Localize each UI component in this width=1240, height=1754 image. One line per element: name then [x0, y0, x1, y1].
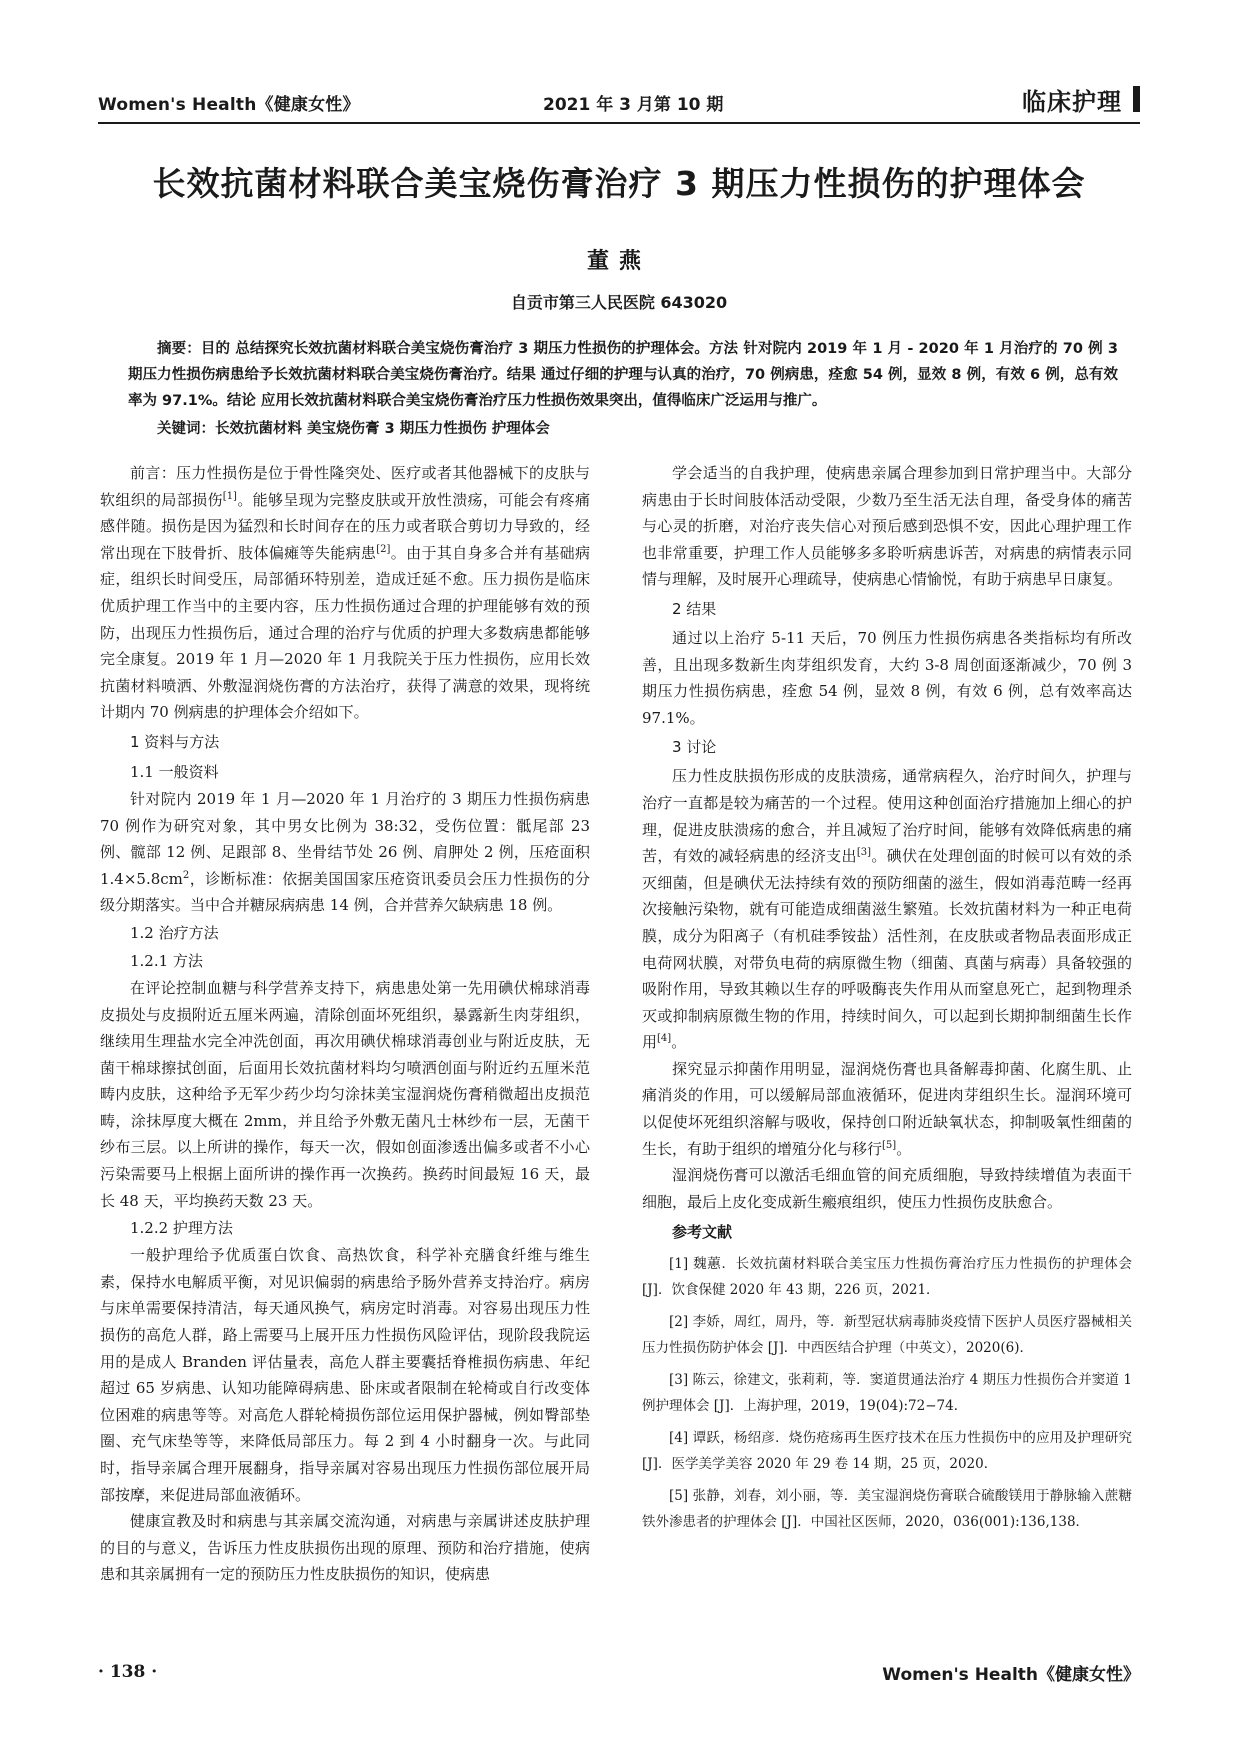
article-title: 长效抗菌材料联合美宝烧伤膏治疗 3 期压力性损伤的护理体会: [152, 164, 1086, 203]
section-heading: 3 讨论: [672, 738, 717, 757]
body-text: 压力性皮肤损伤形成的皮肤溃疡，通常病程久，治疗时间久，护理与治疗一直都是较为痛苦的一个过程。使用这种创面治疗措施加上细心的护理，促进皮肤溃疡的愈合，并且减短了治疗时间，能够有效降低病患的痛苦，有效的减轻病患的经济支出: [642, 767, 1132, 866]
body-text: 。碘伏在处理创面的时候可以有效的杀灭细菌，但是碘伏无法持续有效的预防细菌的滋生，假如消毒范畴一经再次接触污染物，就有可能造成细菌滋生繁殖。长效抗菌材料为一种正电荷膜，成分为阳离子（有机硅季铵盐）活性剂，在皮肤或者物品表面形成正电荷网状膜，对带负电荷的病原微生物（细菌、真菌与病毒）具备较强的吸附作用，导致其赖以生存的呼吸酶丧失作用从而窒息死亡，起到物理杀灭或抑制病原微生物的作用，持续时间久，可以起到长期抑制细菌生长作用: [642, 847, 1132, 1052]
intro-text: 前言：压力性损伤是位于骨性隆突处、医疗或者其他器械下的皮肤与软组织的局部损伤: [100, 464, 590, 509]
keywords: 关键词：长效抗菌材料 美宝烧伤膏 3 期压力性损伤 护理体会: [157, 421, 550, 437]
body-paragraph: [642, 1056, 1132, 1162]
author-affiliation: 自贡市第三人民医院 643020: [510, 293, 728, 312]
left-column: [100, 460, 590, 1588]
body-paragraph: [642, 763, 1132, 1056]
body-paragraph: 一般护理给予优质蛋白饮食、高热饮食，科学补充膳食纤维与维生素，保持水电解质平衡，对见识偏弱的病患给予肠外营养支持治疗。病房与床单需要保持清洁，每天通风换气，病房定时消毒。对容易出现压力性损伤的高危人群，路上需要马上展开压力性损伤风险评估，现阶段我院运用的是成人 Branden 评估量表，高危人群主要囊括脊椎损伤病患、年纪超过 65 岁病患、认知功能障碍病患、卧床或者限制在轮椅或自行改变体位困难的病患等等。对高危人群轮椅损伤部位运用保护器械，例如臀部垫圈、充气床垫等等，来降低局部压力。每 2 到 4 小时翻身一次。与此同时，指导亲属合理开展翻身，指导亲属对容易出现压力性损伤部位展开局部按摩，来促进局部血液循环。: [100, 1246, 590, 1504]
citation: [1]: [222, 490, 237, 502]
running-header: [98, 86, 1140, 122]
page-number: · 138 ·: [98, 1662, 158, 1682]
section-heading: 2 结果: [672, 599, 717, 618]
body-paragraph: 湿润烧伤膏可以激活毛细血管的间充质细胞，导致持续增值为表面干细胞，最后上皮化变成新生瘢痕组织，使压力性损伤皮肤愈合。: [642, 1166, 1132, 1211]
subsection-heading: 1.2 治疗方法: [130, 923, 219, 942]
header-bar-marker: [1133, 86, 1140, 112]
citation: [5]: [882, 1139, 897, 1151]
body-paragraph: 通过以上治疗 5-11 天后，70 例压力性损伤病患各类指标均有所改善，且出现多数新生肉芽组织发育，大约 3-8 周创面逐渐减少，70 例 3 期压力性损伤病患，痊愈 54 例，显效 8 例，有效 6 例，总有效率高达 97.1%。: [642, 628, 1132, 727]
subsection-heading: 1.2.1 方法: [130, 951, 203, 970]
intro-paragraph: [100, 460, 590, 726]
body-paragraph: 健康宣教及时和病患与其亲属交流沟通，对病患与亲属讲述皮肤护理的目的与意义，告诉压力性皮肤损伤出现的原理、预防和治疗措施，使病患和其亲属拥有一定的预防压力性皮肤损伤的知识，使病患: [100, 1512, 590, 1584]
body-paragraph: 学会适当的自我护理，使病患亲属合理参加到日常护理当中。大部分病患由于长时间肢体活动受限，少数乃至生活无法自理，备受身体的痛苦与心灵的折磨，对治疗丧失信心对预后感到恐惧不安，因此心理护理工作也非常重要，护理工作人员能够多多聆听病患诉苦，对病患的病情表示同情与理解，及时展开心理疏导，使病患心情愉悦，有助于病患早日康复。: [642, 464, 1132, 589]
header-rule: [98, 122, 1140, 124]
abstract: 摘要：目的 总结探究长效抗菌材料联合美宝烧伤膏治疗 3 期压力性损伤的护理体会。方法 针对院内 2019 年 1 月 - 2020 年 1 月治疗的 70 例 3 期压力性损伤病患给予长效抗菌材料联合美宝烧伤膏治疗。结果 通过仔细的护理与认真的治疗，70 例病患，痊愈 54 例，显效 8 例，有效 6 例，总有效率为 97.1%。结论 应用长效抗菌材料联合美宝烧伤膏治疗压力性损伤效果突出，值得临床广泛运用与推广。: [128, 341, 1118, 409]
subsection-heading: 1.2.2 护理方法: [130, 1219, 233, 1238]
body-paragraph: [100, 786, 590, 919]
subsection-heading: 1.1 一般资料: [130, 762, 219, 781]
body-text: 。: [671, 1033, 687, 1052]
superscript: 2: [182, 869, 190, 881]
footer-journal-name: Women's Health《健康女性》: [882, 1665, 1140, 1685]
reference-item: [3] 陈云，徐建文，张莉莉，等．窦道贯通法治疗 4 期压力性损伤合并窦道 1 例护理体会 [J]．上海护理，2019，19(04):72−74．: [642, 1372, 1132, 1415]
intro-text: 。由于其自身多合并有基础病症，组织长时间受压，局部循环特别差，造成迁延不愈。压力损伤是临床优质护理工作当中的主要内容，压力性损伤通过合理的护理能够有效的预防，出现压力性损伤后，通过合理的治疗与优质的护理大多数病患都能够完全康复。2019 年 1 月—2020 年 1 月我院关于压力性损伤，应用长效抗菌材料喷洒、外敷湿润烧伤膏的方法治疗，获得了满意的效果，现将统计期内 70 例病患的护理体会介绍如下。: [100, 543, 590, 722]
section-heading: 1 资料与方法: [130, 732, 220, 751]
citation: [4]: [657, 1033, 672, 1045]
body-text: 探究显示抑菌作用明显，湿润烧伤膏也具备解毒抑菌、化腐生肌、止痛消炎的作用，可以缓解局部血液循环，促进肉芽组织生长。湿润环境可以促使坏死组织溶解与吸收，保持创口附近缺氧状态，抑制吸氧性细菌的生长，有助于组织的增殖分化与移行: [642, 1059, 1132, 1158]
reference-item: [5] 张静，刘春，刘小丽，等．美宝湿润烧伤膏联合硫酸镁用于静脉输入蔗糖铁外渗患者的护理体会 [J]．中国社区医师，2020，036(001):136,138．: [642, 1488, 1132, 1531]
reference-item: [1] 魏蕙．长效抗菌材料联合美宝压力性损伤膏治疗压力性损伤的护理体会 [J]．饮食保健 2020 年 43 期，226 页，2021．: [642, 1256, 1132, 1299]
body-paragraph: 在评论控制血糖与科学营养支持下，病患患处第一先用碘伏棉球消毒皮损处与皮损附近五厘米两遍，清除创面坏死组织，暴露新生肉芽组织，继续用生理盐水完全冲洗创面，再次用碘伏棉球消毒创业与附近皮肤，无菌干棉球擦拭创面，后面用长效抗菌材料均匀喷洒创面与附近约五厘米范畴内皮肤，这种给予无军少药少均匀涂抹美宝湿润烧伤膏稍微超出皮损范畴，涂抹厚度大概在 2mm，并且给予外敷无菌凡士林纱布一层，无菌干纱布三层。以上所讲的操作，每天一次，假如创面渗透出偏多或者不小心污染需要马上根据上面所讲的操作再一次换药。换药时间最短 16 天，最长 48 天，平均换药天数 23 天。: [100, 978, 590, 1210]
reference-item: [2] 李娇，周红，周丹，等．新型冠状病毒肺炎疫情下医护人员医疗器械相关压力性损伤防护体会 [J]．中西医结合护理（中英文），2020(6)．: [642, 1314, 1132, 1357]
reference-item: [4] 谭跃，杨绍彦．烧伤疮疡再生医疗技术在压力性损伤中的应用及护理研究 [J]．医学美学美容 2020 年 29 卷 14 期，25 页，2020．: [642, 1430, 1132, 1473]
header-section: 临床护理: [1022, 88, 1122, 116]
body-text: ，诊断标准：依据美国国家压疮资讯委员会压力性损伤的分级分期落实。当中合并糖尿病病患 14 例，合并营养欠缺病患 18 例。: [100, 869, 590, 915]
body-text: 。: [896, 1139, 912, 1158]
intro-text: 。能够呈现为完整皮肤或开放性溃疡，可能会有疼痛感伴随。损伤是因为猛烈和长时间存在的压力或者联合剪切力导致的，经常出现在下肢骨折、肢体偏瘫等失能病患: [100, 490, 590, 562]
body-text: 针对院内 2019 年 1 月—2020 年 1 月治疗的 3 期压力性损伤病患 70 例作为研究对象，其中男女比例为 38:32，受伤位置：骶尾部 23 例、髋部 12 例、足跟部 8、坐骨结节处 26 例、肩胛处 2 例，压疮面积 1.4×5.8cm: [100, 789, 590, 888]
citation: [3]: [856, 847, 872, 859]
article-author: 董燕: [586, 248, 651, 274]
references-heading: 参考文献: [672, 1223, 733, 1242]
right-column: [642, 460, 1132, 1541]
citation: [2]: [376, 543, 391, 555]
header-issue: 2021 年 3 月第 10 期: [543, 95, 724, 115]
header-journal-name: Women's Health《健康女性》: [98, 95, 360, 115]
